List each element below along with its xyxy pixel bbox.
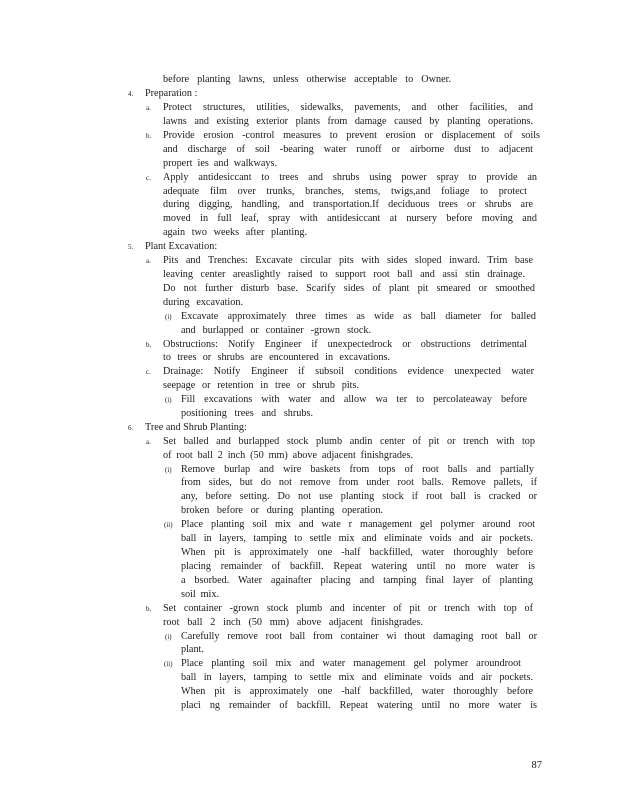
list-marker: (ii) [164,660,173,668]
text-line: any, before setting. Do not use planting stock if root ball is cracked or [181,491,537,502]
text-line: during excavation. [163,297,243,308]
text-line: a bsorbed. Water againafter placing and tamping final layer of planting [181,575,533,586]
text-line: Tree and Shrub Planting: [145,422,247,433]
text-line: Set balled and burlapped stock plumb andin center of pit or trench with top [163,436,535,447]
text-line: Plant Excavation: [145,241,218,252]
list-marker: c. [146,174,151,182]
text-line: from sides, but do not remove from under root balls. Remove pallets, if [181,477,537,488]
text-line: placing remainder of backfill. Repeat watering until no more water is [181,561,535,572]
text-line: Preparation : [145,88,198,99]
list-marker: (ii) [164,521,173,529]
text-line: during digging, handling, and transportation.If deciduous trees or shrubs are [163,199,533,210]
text-line: Apply antidesiccant to trees and shrubs using power spray to provide an [163,172,537,183]
text-line: to trees or shrubs are encountered in excavations. [163,352,390,363]
list-marker: a. [146,104,151,112]
text-line: plant. [181,644,204,655]
text-line: When pit is approximately one -half backfilled, water thoroughly before [181,686,533,697]
text-line: soil mix. [181,589,219,600]
text-line: Pits and Trenches: Excavate circular pits with sides sloped inward. Trim base [163,255,533,266]
text-line: Excavate approximately three times as wide as ball diameter for balled [181,311,536,322]
text-line: of root ball 2 inch (50 mm) above adjacent finishgrades. [163,450,413,461]
text-line: Carefully remove root ball from container wi thout damaging root ball or [181,631,537,642]
list-marker: b. [146,341,152,349]
text-line: and burlapped or container -grown stock. [181,325,371,336]
text-line: placi ng remainder of backfill. Repeat watering until no more water is [181,700,537,711]
text-line: Provide erosion -control measures to prevent erosion or displacement of soils [163,130,540,141]
text-line: ball in layers, tamping to settle mix and eliminate voids and air pockets. [181,533,533,544]
list-marker: a. [146,257,151,265]
list-marker: (i) [165,313,172,321]
list-marker: c. [146,368,151,376]
text-line: broken before or during planting operation. [181,505,383,516]
list-marker: 6. [128,424,134,432]
text-line: moved in full leaf, spray with antidesiccant at nursery before moving and [163,213,537,224]
text-line: Protect structures, utilities, sidewalks, pavements, and other facilities, and [163,102,533,113]
text-line: seepage or retention in tree or shrub pits. [163,380,359,391]
list-marker: (i) [165,633,172,641]
list-marker: b. [146,605,152,613]
text-line: When pit is approximately one -half backfilled, water thoroughly before [181,547,533,558]
text-line: root ball 2 inch (50 mm) above adjacent finishgrades. [163,617,423,628]
text-line: adequate film over trunks, branches, stems, twigs,and foliage to protect [163,186,527,197]
text-line: Do not further disturb base. Scarify sides of plant pit smeared or smoothed [163,283,535,294]
list-marker: 5. [128,243,134,251]
text-line: again two weeks after planting. [163,227,307,238]
text-line: Fill excavations with water and allow wa ter to percolateaway before [181,394,527,405]
text-line: propert ies and walkways. [163,158,277,169]
text-line: positioning trees and shrubs. [181,408,313,419]
text-line: Remove burlap and wire baskets from tops of root balls and partially [181,464,534,475]
text-line: leaving center areaslightly raised to support root ball and assi stin drainage. [163,269,525,280]
list-marker: (i) [165,396,172,404]
text-line: lawns and existing exterior plants from damage caused by planting operations. [163,116,533,127]
text-line: and discharge of soil -bearing water runoff or airborne dust to adjacent [163,144,533,155]
text-line: ball in layers, tamping to settle mix and eliminate voids and air pockets. [181,672,533,683]
text-line: Set container -grown stock plumb and incenter of pit or trench with top of [163,603,533,614]
text-line: Obstructions: Notify Engineer if unexpectedrock or obstructions detrimental [163,339,527,350]
list-marker: (i) [165,466,172,474]
text-line: Place planting soil mix and water management gel polymer aroundroot [181,658,521,669]
text-line: before planting lawns, unless otherwise acceptable to Owner. [163,74,451,85]
list-marker: a. [146,438,151,446]
text-line: Drainage: Notify Engineer if subsoil conditions evidence unexpected water [163,366,534,377]
list-marker: 4. [128,90,134,98]
text-line: Place planting soil mix and wate r management gel polymer around root [181,519,535,530]
list-marker: b. [146,132,152,140]
page-number: 87 [531,760,542,771]
